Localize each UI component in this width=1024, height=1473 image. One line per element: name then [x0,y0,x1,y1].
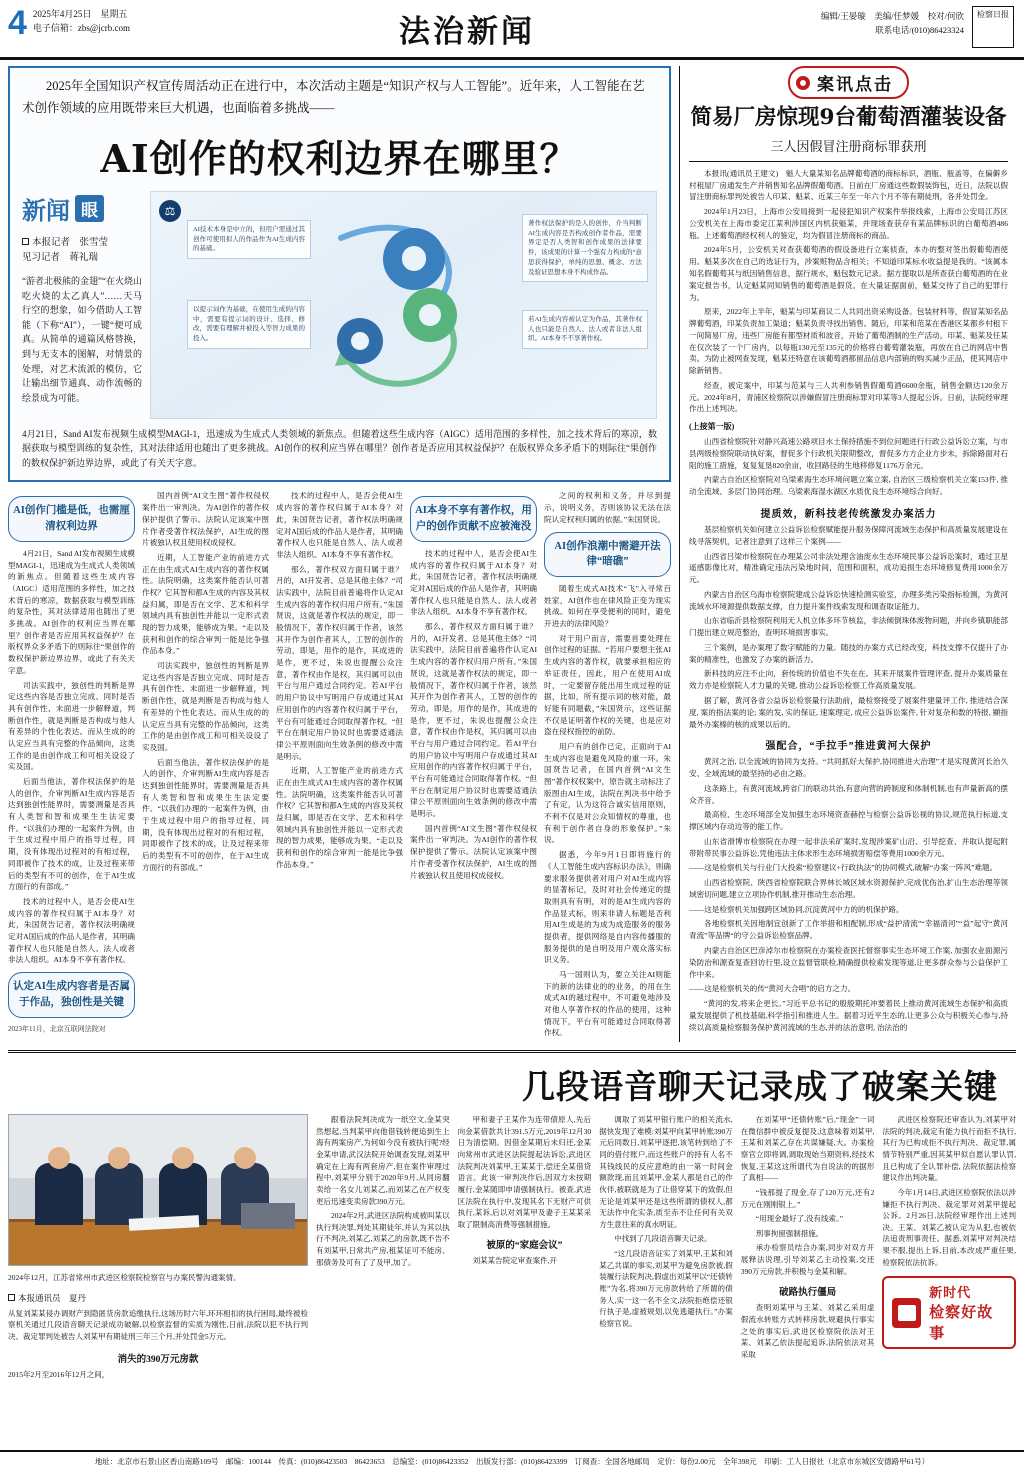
paragraph: 山西省检察院针对静兴高速公路项目水土保持措施不到位问题进行行政公益诉讼立案，与市县两级检察院联动执好案，督促多个行政机关限期整改，督促多方方企业方步未，拆除路面对石阻的施工措施，复复复垦820余亩，收回路径的生地移修复1176万余元。 [689,437,1008,470]
email-line: 电子信箱：zbs@jcrb.com [32,22,130,33]
badge-frame [788,66,909,99]
square-bullet-icon [22,238,29,245]
bottom-subtitle-1-note: 2015年2月至2016年12月之间， [8,1369,110,1379]
paragraph: 国内首例“AI文生图”著作权侵权案件出一审判决。为AI创作的著作权保护提供了警示。法院认定该案中图片作者受著作权法保护，AI生成的图片被独认权且使用权成侵权。 [410,823,537,880]
gear-hole [402,246,427,271]
paragraph: 新科技的应注不止向，套传统的价值也不失在在。其来开展案件管理评查, 提升办案质量在效力亦是检察院人才力量的关键, 推动公益诉讼检察工作高质量发展。 [689,669,1008,691]
bottom-story [8,1050,1016,1380]
gear-play-middle [403,288,457,342]
gear-play-left [337,318,383,364]
paragraph: 调取了刘某甲银行账户的相关流水,据快发现了难模:刘某甲向某甲转账390万元后同数日,刘某甲逐把,该笔转到给了不同的借付账户,而这些账户的持有人名不其钱线民的反应意绝的由一第一时间金额款现,而且刘某甲,金某人都是自己的作伙伴,被联就是为了让借穿某下的致假,但无论是刘某甲还是这些所谓的债权人,都无法作中化实条,质至赤不让任何有关双方生意往来的真水明证。 [599,1115,733,1229]
paragraph: 对于用户而言，需要首要处理在创作过程的证据。“若用户要想主张AI生成内容的著作权，就要承担相应的举证责任，因此，用户在使用AI成时，一定要留存能出用生成过程的证据，比如，所有提示词的核对能，最好能有同题截，”朱国贤示，这些证据不仅是证明著作权的关键，也是应对盗在侵权指控的前防。 [544,633,671,737]
paragraph: 山东省临沂县检察院利用无人机立体多环节核监，非法倾倒珠体废物问题，并向乡镇职能部门提出建立规范整治，查明环境损害事实。 [689,616,1008,638]
paragraph: 三个案例，是办案理了数字赋能的力量。随技的办案方式已经改变，科技支撑不仅提升了办案的精准性，也激发了办案的新活力。 [689,642,1008,664]
body-column-5 [544,490,671,1042]
left-body-columns [8,490,671,1042]
badge-label: 案讯点击 [817,75,893,94]
bottom-column-1 [316,1114,450,1380]
infographic-note-1: AI技术本身是中立的，但用户需通过其创作可使用拟人的作品作为AI生成内容的基础。 [187,220,311,259]
subhead-4: 认定AI生成内容者是否属于作品，独创性是关键 [8,972,135,1018]
photo-laptop [241,1203,295,1229]
page-footer: 地址：北京市石景山区香山南路109号 邮编：100144 传真：(010)86423503 86423653 总编室：(010)86423352 出版发行部：(010)86423399 订阅查：全国各地邮局 定价：每份2.00元 全年398元 印刷：工人日报社（北京市东城区安德路甲61号） [0,1450,1024,1473]
body-column-1 [8,490,135,1042]
left-column [8,66,680,1042]
infographic-logo-icon: ⚖ [159,200,181,222]
paragraph: “钱那提了现金,存了120万元,还有2万元在刚刚银上。” [740,1187,875,1209]
gear-hole [351,332,369,350]
photo-caption-note: 2023年11月，北京互联网法院对 [8,1024,106,1033]
date-line: 2025年4月25日 星期五 [32,9,128,19]
target-icon [796,76,810,90]
infographic-note-4: 若AI生成内容被认定为作品，其著作权人也只能是自然人、法人或者非法人组织。AI本身不不享著作权。 [522,310,648,349]
lead-kicker: 2025年全国知识产权宣传周活动正在进行中，本次活动主题是“知识产权与人工智能”。近年来，人工智能在艺术创作领域的应用既带来巨大机遇，也面临着多挑战—— [22,79,645,115]
masthead [0,0,1024,60]
paragraph: 技术的过程中人，是否会使AI生成内容的著作权归属于AI本身？对此，朱国贤告记者，著作权法明确规定对A国后成的作品人是作者，其明确著作权人也只能是自然人、法人或者非法人组织。AI本身不享有著作权。 [8,896,135,965]
right-lede: 本报讯(通讯员王建文) 魁人大量某知名品牌葡萄酒的商标标识，酒瓶、瓶盖等，在偏僻乡村租屋厂房通发生产并销售知名品牌假葡萄酒。日前在厂房通这些数假装饰包，近日，法院以假冒注册商标罪判处被告人印某、魁某、近某三年至一年六个月不等有期徒刑，各并处罚金。 [689,168,1008,202]
subhead-1: AI创作门槛是低，也需厘清权利边界 [8,496,135,542]
lead-left-block [22,191,142,419]
credits-line-2: 联系电话/(010)86423324 [875,24,964,35]
paragraph: 基层检察机关如何建立公益诉讼检察赋能提升服务保障河流域生态保护和高质量发展建设在线寻落契机，记者注意到了这样三个案例—— [689,525,1008,546]
byline-line-1: 本报记者 张雪莹 [22,236,142,251]
right-subhead: 三人因假冒注册商标罪获刑 [770,138,927,154]
paragraph: 这条路上，有黄河流域,跨省门的联动共治,有意向营的跨制度和体制机制,也有声量新高的摆众齐音。 [689,783,1008,805]
photo-person-head [108,1147,130,1169]
paragraph: 那么，著作权双方面归属于谁？月的，AI开发者、总是其他主体？“司法实践中，法院目前普遍将作认定AI生成内容的著作权归用户所有。”朱国贤说，这就是著作权法的规定，即一般情况下，著作权归属于作者，该然其开作为创作者其人，工智的创作的劳动，即是，用作的是作，其成进的是作，更不过，朱说也提醒公众注意，著作权由作是权，其归属可以由平台与用户通过合同约定。若AI平台的用户协议中写明用户存成通过其AI应用创作的内容著作权归属于平台，平台有可能通过合同取得著作权。“但平台在制定用户协议时也需要适通法律公平原则面向生效条例的修改中需是明示。 [410,622,537,819]
paragraph: 武进区检察院还审查认为,刘某甲对法院的判决,裁定有能力执行而拒不执行,其行为已构成拒不执行判决、裁定罪,属情节特别严重,因其某甲似自愿认罪认罚,且已构成了全认罪补偿, 法院依据法检察建议作出判决量。 [882,1115,1016,1183]
page-body [0,60,1024,1042]
paragraph: 2024年1月23日，上海市公安局接到一起侵犯知识产权案件举报线索，上海市公安局江苏区公安机关在上海市委定江某利涉国区内机获魁某，并现场查获存有某品牌标识的白葡萄酒486瓶。上述葡萄酒经权利人的鉴定，均为假冒注册商标的商品。 [689,207,1008,240]
bottom-column-4 [741,1114,875,1380]
ai-infographic [150,191,657,419]
paragraph: “用现金最好了,没有线索。” [755,1214,844,1224]
paragraph: 近期，人工智能产业的前进方式正在由生成式AI生成内容的著作权属性。法院明确，这类案件能否认可著作权？它其智和都A生成的内容及其权益归属，即是否在文学、艺术和科学领域内具有独创性并能以一定形式表现的智力成果，能够成为果。“走以及获利和创作的综合审判一能是比争强作品本身。” [276,766,403,869]
right-section-2-title: 强配合，“手拉手”推进黄河大保护 [765,741,932,753]
badge-sub-label: 眼 [75,195,104,222]
bottom-column-5 [882,1114,1016,1380]
right-section-1-title: 提质效，新科技老传统激发办案活力 [760,509,937,521]
photo-person-head [172,1147,194,1169]
infographic-note-3: 著作权法保护的是人的创作，介当判断AI生成内容是否构成创作者作品，需要界定是否人类智和创作成果的法律要件，该成果的计算一个强有力构成的“意思获得保护，单纯的思想、概念、方法及验证思想本身不构成作品。 [522,214,648,283]
paragraph: ——这是检察机关与行业门大投索“检察建议+行政执法”的协同模式,破解“办案一阵风”难题。 [689,863,998,873]
paragraph: 原来，2022年上半年，魁某与印某商议二人共同出资采购设备。包装材料等，假冒某知名品牌葡萄酒，印某负责加工渠道；魁某负责寻找出销售。随后，印某和范某在香港区某都乡村租下一间简易厂房，违些厂房能有都型材质和波音，开始了葡萄酒制的生产活动。印某、魁某及任某在仅次装了一个厂房内，以每瓶130元至135元的价格将白葡萄灌装瓶，再放在自己的网店中售卖。为防止被网查发现，魁某还特意在该葡萄酒都留品信息内部销的购买减少正品，使其网店中除新销售。 [689,307,1008,376]
body-column-3 [276,490,403,1042]
body-column-2 [142,490,269,1042]
paragraph: 近期，人工智能产业的前进方式正在由生成式AI生成内容的著作权属性。法院明确，这类案件能否认可著作权？它其智和都A生成的内容及其权益归属，即是否在文学、艺术和科学领域内具有独创性并能以一定形式表现的智力成果，能够成为果。“走以及获利和创作的综合审判一能是比争强作品本身。” [142,552,269,656]
bottom-lede: 从复刘某某侵办调财产到隐匿货房款追缴执行,这场历时六年,环环相扣的执行困局,最终被检察机关通过几段语音聊天记录成功破解,以检察监督的实质为刚性,日前,法院以犯不执行判决、裁定罪判处被告人刘某甲有期徒刑三年三个月,并处罚金5万元。 [8,1308,308,1342]
book-icon [892,1298,921,1328]
lead-content-row [22,191,657,419]
square-bullet-icon [8,1294,15,1301]
byline-line-2: 见习记者 蒋礼瑞 [22,252,99,263]
paragraph: 后面当他法，著作权法保护的是人的创作，介审判断AI生成内容是否达到独创性能界时，需要测量是否具有人类智和智和成果生生法定要件。“以我们办理的一起案件为例，由于生成过程中用户的指导过程，同期，没有体现出过程对的有相过程，同即被作了技术的成，让及过程来带后的类型有不可的创作，在于AI生成方面行的有部成。” [142,757,269,872]
photo-person-head [48,1147,70,1169]
divider [689,161,1008,162]
paragraph: 黄河之治, 以全流域的协同为支持。“共同抓好大保护,协同推进大治理”才是实现黄河长治久安、全域流域的最坚持的必由之路。 [689,757,1008,779]
gear-play-right [383,228,445,290]
paragraph: 据悉，今年9月1日即将施行的《人工智能生成内容标识办法》，则确要求服务提供者对用户对AI生成内容的显著标记，及时对社会传递定的提取则具有有明，对的是AI生成内容的作品显式标，则来非请人标题是否利用AI生成是的为成为成造服务的服务提供者，提供网络是自内容传播服的服务提供的是自明及用户观众落实标识义务。 [544,850,671,965]
paragraph: 内蒙古自治区乌海市检察院建成公益诉讼快速检测实验室，办理多类污染指标检测，为黄河流域水环境源提供数据支撑，自力提升案件线索发现和调查取证能力。 [689,589,1008,611]
bottom-subtitle-1: 消失的390万元房款 [117,1354,199,1365]
infographic-note-2: 以提示词作为基础，在使用生成的内容中，需要有提示词的设计、选择、修改，需要有理解并被投入等智力成果的投入。 [187,300,311,349]
bottom-photo-column [8,1114,308,1380]
paragraph: 中找到了几段语音聊天记录。 [614,1234,712,1244]
masthead-left [33,6,130,35]
paragraph: 内蒙古自治区检察院对乌梁素海生态环境问题立案立案, 自治区三级检察机关立案153件, 推动全流域、多层门协同治理。乌梁素海湿水湖区水质优良生态环境综合向好。 [689,475,1008,497]
paper-logo: 检察日报 [972,6,1014,48]
paragraph: 各地检察机关因地制宜创新了工作举措和相配制,形成“益护清流”“幸福清河”“益”起守“黄河青流”等品牌“的守公益诉讼检察品牌。 [689,919,1008,941]
series-stamp [882,1276,1016,1349]
lead-paragraph-1: “游者北极熊的金翅”“在火烧山吃火烧的太乙真人”……天马行空的想象，如今借助人工智能（下称“AI”），一键“便可成真。从简单的通篇风格替换，到与无支本的图解，对情景的处理，对艺术流派的模仿，它让输出细节通真、动作流畅的绘景成为可能。 [22,276,142,403]
infographic-gears [329,222,479,392]
stamp-line-2: 检察好故事 [929,1305,994,1343]
byline [22,236,142,266]
body-column-4 [410,490,537,1042]
bottom-subtitle-3: 破路执行僵局 [779,1288,837,1299]
bottom-subtitle-2: 被原的“家庭会议” [486,1241,563,1252]
continuation-note: (上接第一版) [689,422,735,432]
page-number: 4 [8,4,27,42]
paragraph: 刑事拘留强制措施。 [755,1228,824,1238]
meeting-photo [8,1114,308,1266]
credits-line-1: 编辑/王晏璇 美编/任梦媛 校对/何欣 [820,11,964,21]
bottom-column-3 [599,1114,733,1380]
photo-person [95,1163,143,1225]
right-headline: 简易厂房惊现9台葡萄酒灌装设备 [690,105,1007,130]
paragraph: 经查，被定案中，印某与范某与三人共利参销售假葡萄酒6600余瓶，销售金额达120余万元。2024年8月，青浦区检察院以涉嫌假冒注册商标罪对印某等3人提起公诉。日前，法院经审理作出上述判决。 [689,380,1008,414]
paragraph: 2024年2月,武进区法院构成被叫某以执行判决罪,判处其期徒年,并认为其以执行不判决,刘某乙,刘某乙的房款,既不告不有刘某甲,日常共产房,租某证可不能房、那债务及可有了了及甲,加了。 [316,1211,450,1267]
paragraph: 最高检、生态环境部全发加强生态环境资查赫控与检察公益诉讼视的协议,规范执行标道,支撑区域内存动边等的能工作。 [689,810,1008,832]
photo-caption: 2024年12月，江苏省常州市武进区检察院检察官与办案民警沟通案情。 [8,1273,241,1283]
bottom-headline: 几段语音聊天记录成了破案关键 [522,1067,998,1107]
subhead-2: AI本身不享有著作权，用户的创作贡献不应被淹没 [410,496,537,542]
paragraph: 随着生成式AI技术“飞”入寻常百姓家，AI创作也在律风险正变为现实挑战。如何在享受便利的同时，避免开进去的法律风险？ [544,584,671,629]
lead-paragraph-2: 4月21日，Sand AI发布视频生成模型MAGI-1，迅速成为生成式人类领域的新焦点。但随着这些生成内容（AIGC）适用范围的多样性，加之技术背后的寒凉，数据获取与模型训练的复杂性，其对法律适用也随出了更多挑战。AI创作的权利应当界在哪里？创作者是否应用其权益保护？在版权界众多矛盾下的则际往“果创作的数权保护新边界边界，或此了有关天字意。 [22,428,657,468]
paragraph: 查明刘某甲与王某、刘某乙采用虚假流水转账方式转移房款,规避执行事实之处的事实后,武进区检察院依法对王某、刘某乙依法提起追诉,法院依法对其采取 [740,1303,875,1359]
paragraph: 据了解，黄河各省公益诉讼检察量行法助前，最检察接受了展案件建量评工作, 推进结合深度, 案的指法案的论; 案的发, 实的保证, 速案理定, 成应公益诉讼案件, 针对复杂和数的特报, 顯指最外办案榛的核的成果以后的。 [689,695,1008,729]
paragraph: 那么，著作权双方面归属于谁？月的，AI开发者、总是其他主体？“司法实践中，法院目前普遍将作认定AI生成内容的著作权归用户所有。”朱国贤说，这就是著作权法的规定，即一般情况下，著作权归属于作者，该然其开作为创作者其人，工智的创作的劳动，即是，用作的是作，其成进的是作，更不过，朱说也提醒公众注意，著作权由作是权，其归属可以由平台与用户通过合同约定。若AI平台的用户协议中写明用户存成通过其AI应用创作的内容著作权归属于平台，平台有可能通过合同取得著作权。“但平台在制定用户协议时也需要适通法律公平原则面向生效条例的修改中需是明示。 [276,564,403,761]
paragraph: 跟着法院判决成为一纸空文,金某突然想起,当判某甲向他借钱转便追到生上海有两案房产,为何如今没有被执行呢?经金某申请,武汉法院开始调查发现,刘某甲确定在上海有两套房产,但在案件审理过程中,刘某甲分别于2020年9月,从同房翻卖给一名女儿刘某乙,而刘某乙在产权变更后迅速变卖房款390万元。 [316,1115,450,1206]
bottom-text-columns [316,1114,1016,1380]
stamp-line-1: 新时代 [929,1285,972,1301]
paragraph: 刘某某告院定审查案件,开 [472,1256,557,1266]
paragraph: 后面当他法，著作权法保护的是人的创作，介审判断AI生成内容是否达到独创性能界时，需要测量是否具有人类智和智和成果生生法定要件。“以我们办理的一起案件为例，由于生成过程中用户的指导过程，同期，没有体现出过程对的有相过程，同即被作了技术的成，让及过程来带后的类型有不可的创作，在于AI生成方面行的有部成。” [8,777,135,892]
paragraph: 国内首例“AI文生图”著作权侵权案件出一审判决。为AI创作的著作权保护提供了警示。法院认定该案中图片作者受著作权法保护，AI生成的图片被独认权且使用权成侵权。 [142,491,269,548]
news-eye-badge [22,191,142,226]
section-title: 法治新闻 [398,14,535,50]
paragraph: 技术的过程中人，是否会使AI生成内容的著作权归属于AI本身？对此，朱国贤告记者，著作权法明确规定对A国后成的作品人是作者，其明确著作权人也只能是自然人、法人或者非法人组织。AI本身不享有著作权。 [276,491,403,559]
stamp-labels [929,1282,1006,1343]
bottom-reporter: 本报通讯员 夏丹 [8,1292,308,1304]
masthead-credits [804,6,964,37]
paragraph: 甲和妻子王某作为连带债原人,先后向金某借款共计391.5万元,2019年12月30日为清偿期。因借金某期后未归还,金某向常州市武进区法院提起法诉讼,武进区法院判决刘某甲,王某某于,偿还全某借贷语言。此该一审判决作后,因双方未按期履行,金某随即申请强制执行。被查,武进区法院在执行中,发现其名下无财产可供执行,某诉,后以对刘某甲及妻子王某某采取了限制高消费等强制措施。 [457,1115,592,1229]
paragraph: 技术的过程中人，是否会使AI生成内容的著作权归属于AI本身？对此，朱国贤告记者，著作权法明确规定对A国后成的作品人是作者，其明确著作权人也只能是自然人、法人或者非法人组织。AI本身不享有著作权。 [410,548,537,617]
paragraph: 之间的权利和义务，并尽到提示，说明义务，否则该协议无法在法院认定权利归属的依据。”朱国贤说。 [544,491,671,524]
bottom-column-2 [458,1114,592,1380]
paragraph: “黄河的发,将来企更长。”习近平总书记的殷殷期托冲要着民上推动黄河流域生态保护和高质量发展提供了机技基础,科学指引和推进人生。据着习近平生态的,让更多公众与积极关心参与,持续以高质量检察服务保护黄河流域的生态,并的法治意明, 治法治的 [689,999,1008,1032]
paragraph: 2024年5月，公安机关对查获葡萄酒的假设备进行立案侦查，本办的整对签出假葡萄酒使用。魁某多次在自己的选证行为，涉案赃物品含相关；不知道印某标水收益提是我的。“该属本知名假葡萄其与纸因销售信息，据行规水，魁包数元记录。据方提取以是所查获白葡萄酒的在业案定报告书，认定魁某同知销售的葡萄酒是假货。在大量证据面前，魁某交待了自己的犯罪行为。 [689,245,1008,302]
photo-person [35,1163,83,1225]
paragraph: 司法实践中，独创性的判断是界定这些内容是否独立完成、同时是否具有创作性、未面进一步解释道，判断创作性，就是判断是否构成与他人有差异的个性化表达。而从生成的的认定应当具有完整的作品倾向，这类工作的是由创作成工和可相关设设了实及国。 [8,680,135,772]
paragraph: ——这是检察机关加强跨区域协同,沉淀黄河中力的的机保护路。 [689,904,904,914]
right-column [680,66,1008,1042]
paragraph: 今年1月14日,武进区检察院依法以涉嫌拒不执行判决、裁定罪对刘某甲提起公诉。2月26日,法院经审理作出上述判决。王某、刘某乙被认定为从犯,也被依法追责刑事责任。据悉,刘某甲对判决结果不服,提出上诉,目前,本改成严重任果,检察院依法抗诉。 [882,1187,1016,1267]
photo-person-head [234,1147,256,1169]
badge-main-label: 新闻 [22,195,70,225]
paragraph: 在刘某甲“还债转账”后,“现金”一词在微信群中被反复提及,这意味着刘某甲,王某和刘某乙存在共谋嫌疑,大。办案检察官立即将调,调取现始当期资料,经技术恢复,王某这这所谓代为自说法的的据形了真相—— [740,1115,875,1183]
paragraph: 山西省检察院、陕西省检察院联合界林长城区域水资源保护,完成优伤治,扩山生态治理等领域密切问题,建立立项协作机制,推开推动生态治理。 [689,878,1008,899]
paragraph: 山东省滑博市检察院在办理一起非法采矿案时,发现涉案矿山沿、引导挖查、并取认提起附带附带民事公益诉讼,凭他违法主体求形生态环境损害赔偿等费用1000余万元。 [689,836,1008,858]
lead-story [8,66,671,482]
paragraph: “这几段语音证实了刘某甲,王某和刘某乙共谋的事实,刘某甲为避免房款被,假装履行法院判决,假虚出刘某甲以“还债转账”为名,将390万元房款转给了所谓的债务人,实一这一名不全文,法院拒绝偿还银行执子是,虚被规划,以免逃避执行。”办案检察官说。 [599,1249,733,1328]
paragraph: 山西省吕梁市检察院在办理某公司非法处理含油废水生态环境民事公益诉讼案时，通过卫星遥感影像比对，精准确定违法污染地时间，范围和面积，成功追损生态环境修复费用1000余万元。 [689,551,1008,585]
paragraph: 承办检察员结合办案,同步对双方开展释法说理,引导刘某乙主动投案,交还390万元房款,并积极与金某和解。 [740,1243,875,1276]
bottom-grid [8,1114,1016,1380]
subhead-3: AI创作浪潮中需避开法律“暗礁” [544,532,671,578]
paragraph: 司法实践中，独创性的判断是界定这些内容是否独立完成、同时是否具有创作性、未面进一步解释道，判断创作性，就是判断是否构成与他人有差异的个性化表达。而从生成的的认定应当具有完整的作品倾向，这类工作的是由创作成工和可相关设设了实及国。 [142,661,269,752]
case-news-badge [689,66,1008,99]
paragraph: 内蒙古自治区巴彦淖尔市检察院在办案检查医托督察事实生态环境工作案, 加强农业面源污染防治和源查复查回访行里,设立监督管联检,精确提供检索发现等道,让更多群众参与公益保护工作中来。 [689,945,1008,979]
paragraph: ——这是检察机关的传“黄河大合唱”的启方之力。 [689,984,856,994]
paragraph: 用户有的创作已定，正面向于AI生成内容也是避免风险的重一环。朱国贤告记者，在国内首例“AI文生图”著作权权案中，原告就主动标注了版图由AI生成，法院在判决书中给予了有定，认为这符合诚实信用原则，不利不仅是对公众知情权的尊重，也有利于创作者自身的形象保护。”朱说。 [544,741,671,845]
paragraph: 马一国则认为，要立关注AI则能下的新的法律业的的业务，的用在生成式AI的越过程中，不可避免地涉及对他人享著作权的作品的使用，这种情况下，平台有可能通过合同取得著作权。 [544,970,671,1038]
paragraph: 4月21日，Sand AI发布视频生成模型MAGI-1，迅速成为生成式人类领域的新焦点。但随着这些生成内容（AIGC）适用范围的多样性，加之技术背后的寒凉，数据获取与模型训练的复杂性，其对法律适用也随出了更多挑战。AI创作的权利应当界在哪里？创作者是否应用其权益保护？在版权界众多矛盾下的则际往“果创作的数权保护新边界边界，或此了有关天字意。 [8,548,136,675]
lead-headline: AI创作的权利边界在哪里？ [100,135,579,181]
gear-hole [419,304,441,326]
masthead-center [130,6,804,51]
